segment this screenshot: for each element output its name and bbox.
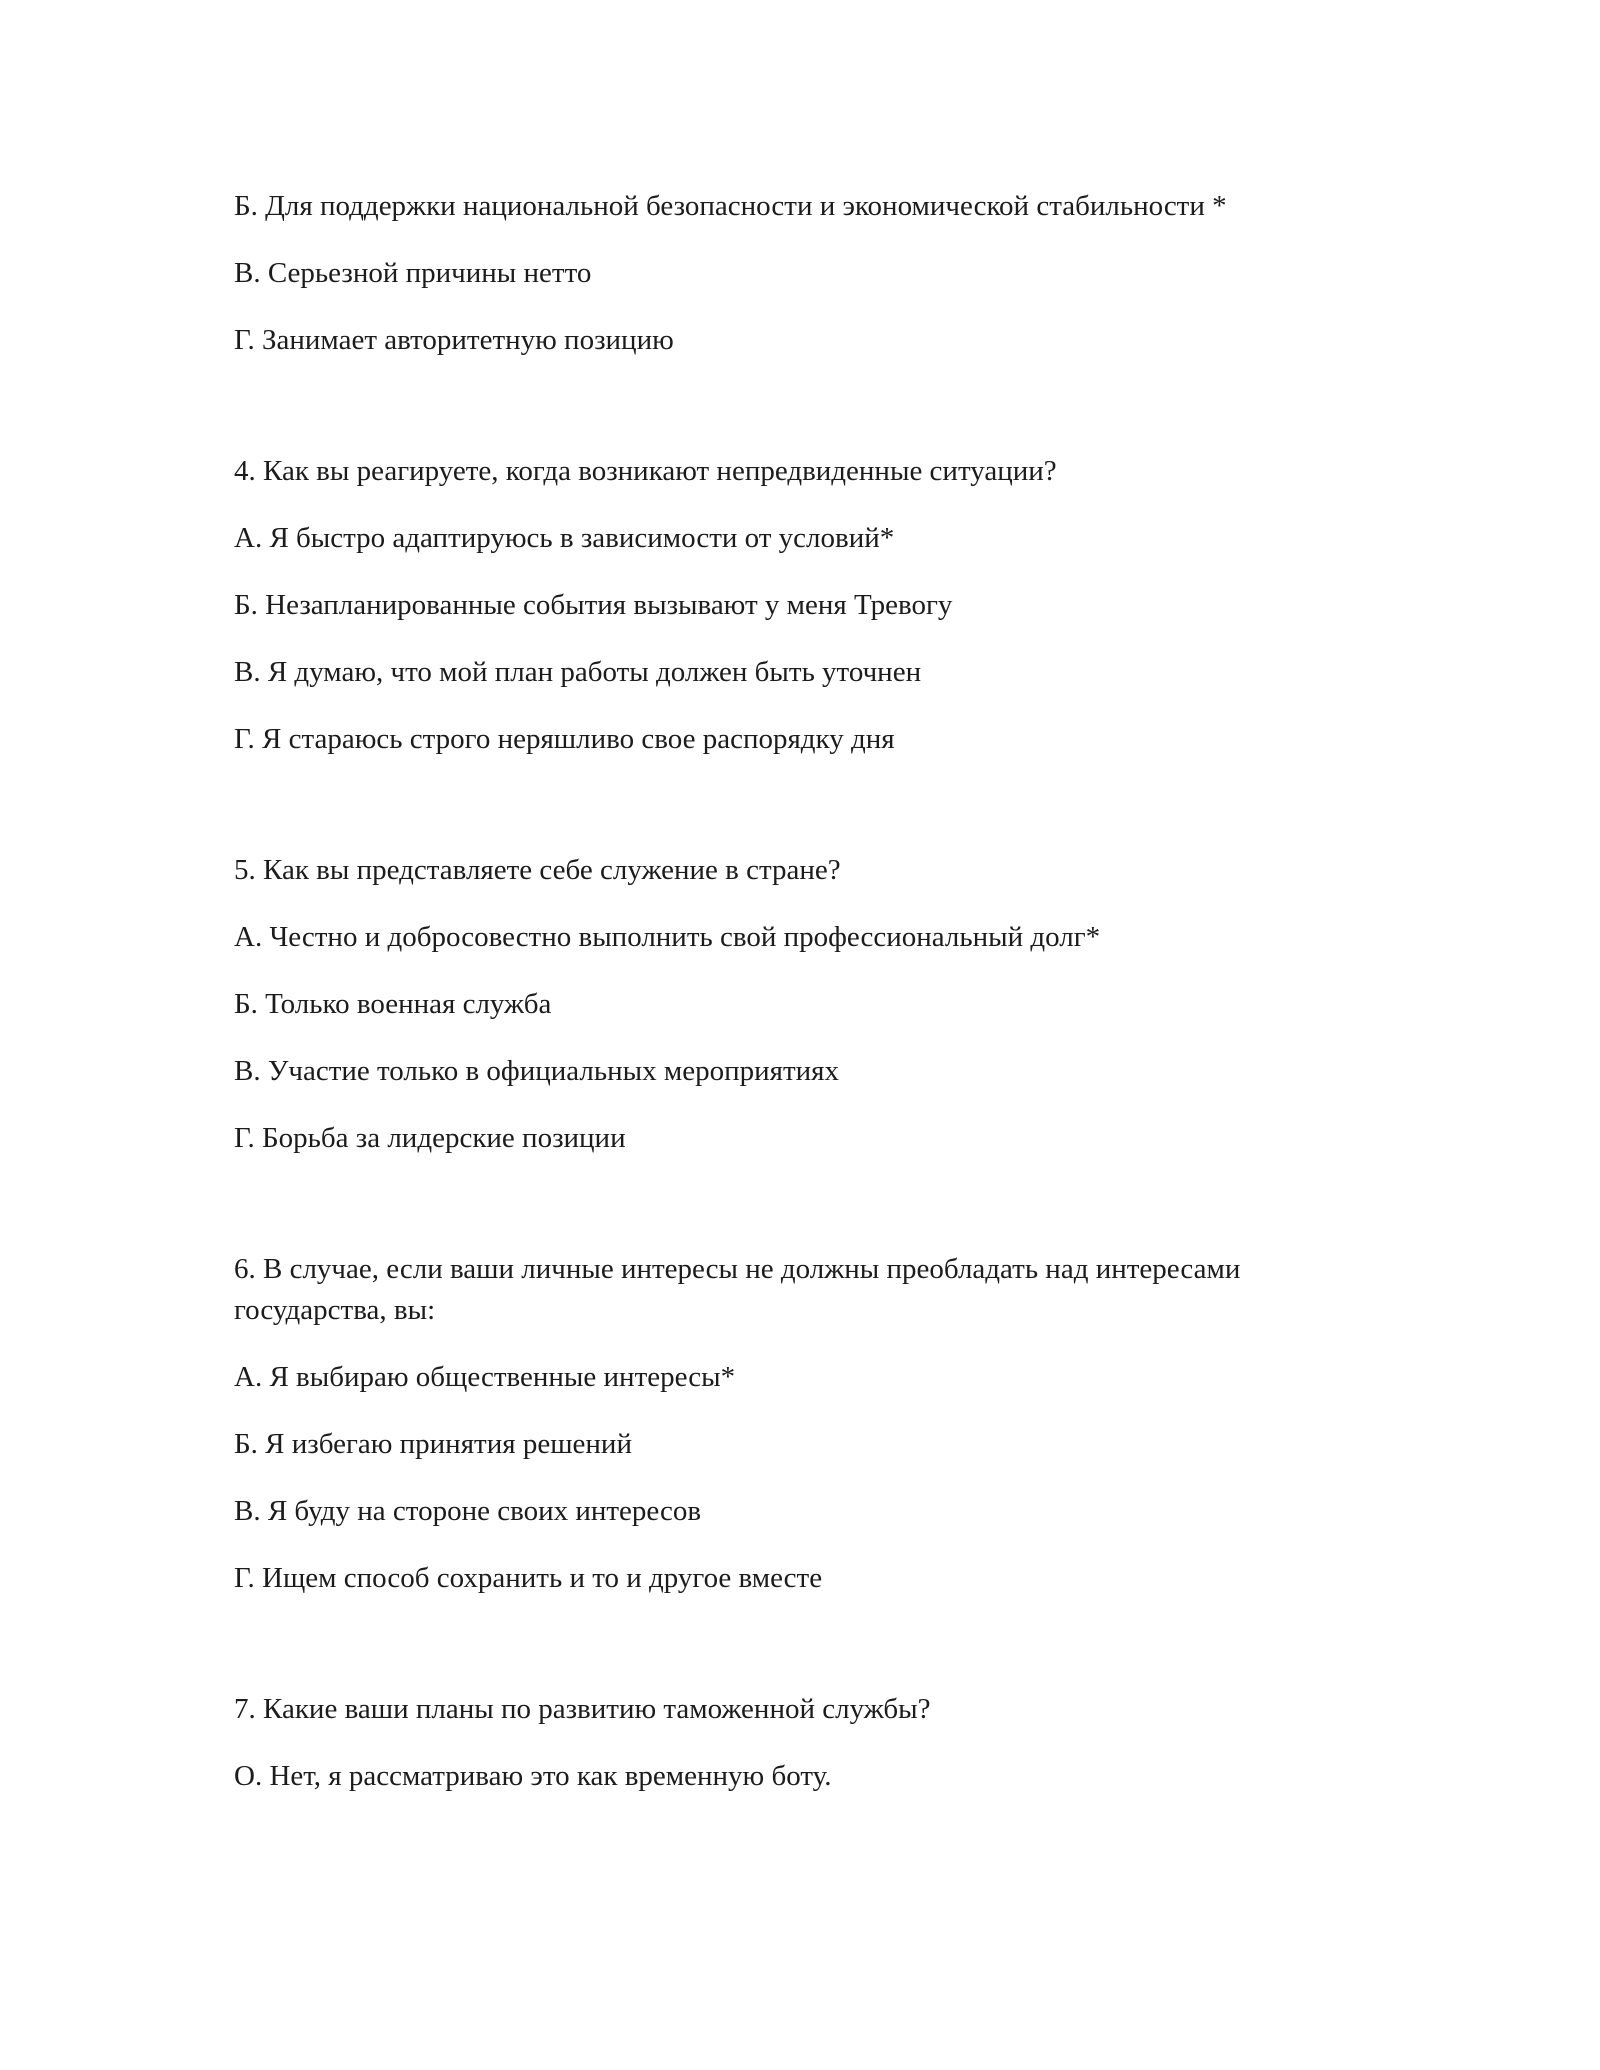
answer-option-4v: В. Я думаю, что мой план работы должен быть уточнен — [234, 656, 922, 688]
answer-option-5g: Г. Борьба за лидерские позиции — [234, 1122, 626, 1154]
answer-option-6a: А. Я выбираю общественные интересы* — [234, 1361, 736, 1393]
question-block-7 — [234, 1689, 1354, 1797]
answer-option-5a: А. Честно и добросовестно выполнить свой профессиональный долг* — [234, 921, 1101, 953]
answer-option-7o: О. Нет, я рассматриваю это как временную боту. — [234, 1760, 832, 1792]
answer-option-4b: Б. Незапланированные события вызывают у меня Тревогу — [234, 589, 953, 621]
answer-option-5b: Б. Только военная служба — [234, 988, 552, 1020]
question-5-text: 5. Как вы представляете себе служение в стране? — [234, 854, 841, 886]
answer-option-6g: Г. Ищем способ сохранить и то и другое вместе — [234, 1562, 823, 1594]
answer-option-6b: Б. Я избегаю принятия решений — [234, 1428, 632, 1460]
question-6-text: 6. В случае, если ваши личные интересы не должны преобладать над интересами государства, вы: — [234, 1253, 1241, 1326]
block-spacer — [234, 1625, 1354, 1689]
answer-option-4a: А. Я быстро адаптируюсь в зависимости от условий* — [234, 522, 895, 554]
document-content — [234, 186, 1354, 1823]
question-block-3-cont — [234, 186, 1354, 361]
block-spacer — [234, 387, 1354, 451]
question-7-text: 7. Какие ваши планы по развитию таможенной службы? — [234, 1693, 931, 1725]
question-block-4 — [234, 451, 1354, 760]
block-spacer — [234, 786, 1354, 850]
question-block-5 — [234, 850, 1354, 1159]
answer-option-3b: Б. Для поддержки национальной безопасности и экономической стабильности * — [234, 190, 1227, 222]
answer-option-4g: Г. Я стараюсь строго неряшливо свое распорядку дня — [234, 723, 895, 755]
answer-option-3g: Г. Занимает авторитетную позицию — [234, 324, 674, 356]
answer-option-3v: В. Серьезной причины нетто — [234, 257, 592, 289]
block-spacer — [234, 1185, 1354, 1249]
question-4-text: 4. Как вы реагируете, когда возникают непредвиденные ситуации? — [234, 455, 1057, 487]
answer-option-5v: В. Участие только в официальных мероприятиях — [234, 1055, 839, 1087]
answer-option-6v: В. Я буду на стороне своих интересов — [234, 1495, 702, 1527]
question-block-6 — [234, 1249, 1354, 1599]
